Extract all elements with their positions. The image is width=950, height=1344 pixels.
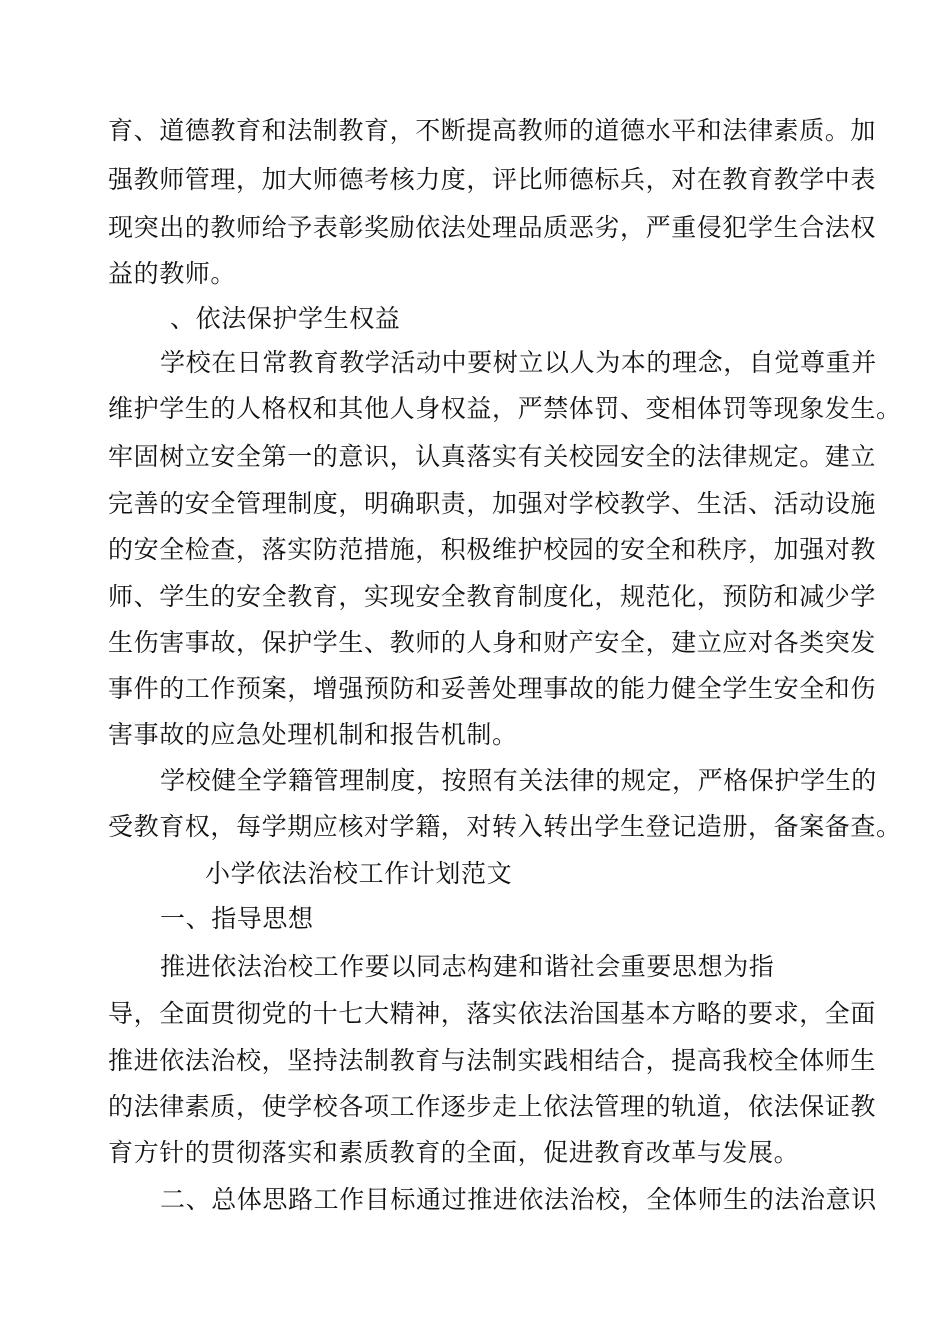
text-line: 益的教师。 [108, 259, 237, 288]
text-line: 受教育权，每学期应核对学籍，对转入转出学生登记造册，备案备查。 [108, 812, 902, 841]
text-line: 育、道德教育和法制教育，不断提高教师的道德水平和法律素质。加 [108, 116, 877, 145]
paragraph-first-line: 学校在日常教育教学活动中要树立以人为本的理念，自觉尊重并 [160, 348, 877, 377]
document-title: 小学依法治校工作计划范文 [205, 859, 513, 888]
text-line: 强教师管理，加大师德考核力度，评比师德标兵，对在教育教学中表 [108, 165, 877, 194]
paragraph-first-line: 学校健全学籍管理制度，按照有关法律的规定，严格保护学生的 [160, 766, 877, 795]
text-line: 导，全面贯彻党的十七大精神，落实依法治国基本方略的要求，全面 [108, 999, 877, 1028]
text-line: 的安全检查，落实防范措施，积极维护校园的安全和秩序，加强对教 [108, 535, 877, 564]
paragraph-first-line: 二、总体思路工作目标通过推进依法治校，全体师生的法治意识 [160, 1185, 877, 1214]
text-line: 害事故的应急处理机制和报告机制。 [108, 720, 518, 749]
text-line: 师、学生的安全教育，实现安全教育制度化，规范化，预防和减少学 [108, 582, 877, 611]
text-line: 完善的安全管理制度，明确职责，加强对学校教学、生活、活动设施 [108, 489, 877, 518]
text-line: 推进依法治校，坚持法制教育与法制实践相结合，提高我校全体师生 [108, 1046, 877, 1075]
text-line: 的法律素质，使学校各项工作逐步走上依法管理的轨道，依法保证教 [108, 1092, 877, 1121]
text-line: 育方针的贯彻落实和素质教育的全面，促进教育改革与发展。 [108, 1138, 800, 1167]
text-line: 牢固树立安全第一的意识，认真落实有关校园安全的法律规定。建立 [108, 442, 877, 471]
paragraph-first-line: 推进依法治校工作要以同志构建和谐社会重要思想为指 [160, 952, 775, 981]
text-line: 生伤害事故，保护学生、教师的人身和财产安全，建立应对各类突发 [108, 628, 877, 657]
text-line: 事件的工作预案，增强预防和妥善处理事故的能力健全学生安全和伤 [108, 674, 877, 703]
section-heading: 一、指导思想 [160, 904, 314, 933]
section-heading: 、依法保护学生权益 [170, 304, 401, 333]
text-line: 现突出的教师给予表彰奖励依法处理品质恶劣，严重侵犯学生合法权 [108, 213, 877, 242]
text-line: 维护学生的人格权和其他人身权益，严禁体罚、变相体罚等现象发生。 [108, 394, 902, 423]
